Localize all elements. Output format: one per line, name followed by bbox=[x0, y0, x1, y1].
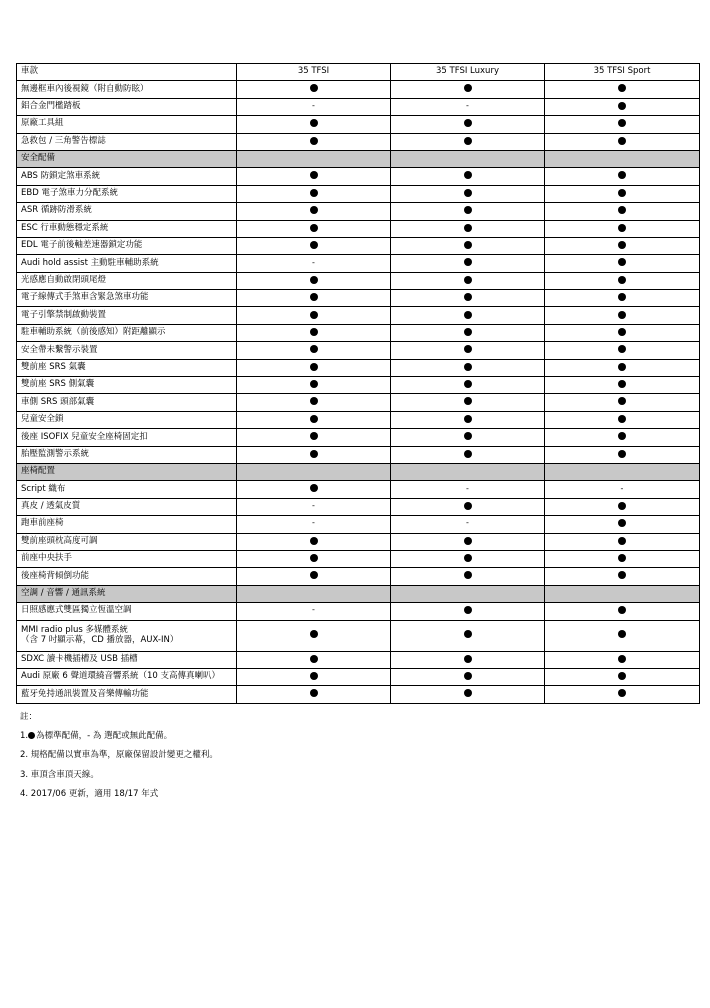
feature-label: 原廠工具組 bbox=[17, 116, 237, 133]
spec-row bbox=[17, 377, 700, 394]
availability-cell bbox=[391, 359, 545, 376]
availability-cell bbox=[545, 342, 700, 359]
feature-label: 後座 ISOFIX 兒童安全座椅固定扣 bbox=[17, 429, 237, 446]
availability-cell bbox=[237, 498, 391, 515]
availability-cell bbox=[391, 377, 545, 394]
header-model-35-tfsi-sport: 35 TFSI Sport bbox=[545, 64, 700, 81]
section-cell bbox=[237, 463, 391, 480]
feature-label bbox=[17, 620, 237, 651]
availability-cell bbox=[237, 133, 391, 150]
availability-cell bbox=[237, 620, 391, 651]
section-cell bbox=[391, 463, 545, 480]
standard-dot-icon bbox=[310, 137, 318, 145]
standard-dot-icon bbox=[618, 397, 626, 405]
availability-cell bbox=[545, 81, 700, 98]
section-row bbox=[17, 150, 700, 167]
standard-dot-icon bbox=[464, 84, 472, 92]
standard-dot-icon bbox=[618, 415, 626, 423]
section-label: 安全配備 bbox=[17, 150, 237, 167]
feature-label: 胎壓監測警示系統 bbox=[17, 446, 237, 463]
standard-dot-icon bbox=[618, 293, 626, 301]
availability-cell bbox=[545, 220, 700, 237]
section-cell bbox=[545, 585, 700, 602]
standard-dot-icon bbox=[464, 276, 472, 284]
notes-heading: 註： bbox=[20, 712, 38, 722]
standard-dot-icon bbox=[310, 689, 318, 697]
standard-dot-icon bbox=[464, 502, 472, 510]
standard-dot-icon bbox=[618, 311, 626, 319]
availability-cell bbox=[237, 446, 391, 463]
standard-dot-icon bbox=[464, 415, 472, 423]
section-cell bbox=[391, 150, 545, 167]
spec-row bbox=[17, 429, 700, 446]
standard-dot-icon bbox=[310, 380, 318, 388]
availability-cell bbox=[237, 255, 391, 272]
feature-label: 無邊框車內後視鏡（附自動防眩） bbox=[17, 81, 237, 98]
availability-cell bbox=[391, 98, 545, 115]
availability-cell bbox=[237, 168, 391, 185]
standard-dot-icon bbox=[618, 363, 626, 371]
feature-label: 電子引擎禁制啟動裝置 bbox=[17, 307, 237, 324]
availability-cell bbox=[545, 498, 700, 515]
note-1-prefix: 1. bbox=[20, 731, 29, 742]
feature-label: ESC 行車動態穩定系統 bbox=[17, 220, 237, 237]
standard-dot-icon bbox=[464, 380, 472, 388]
feature-label: EBD 電子煞車力分配系統 bbox=[17, 185, 237, 202]
spec-row bbox=[17, 568, 700, 585]
availability-cell bbox=[237, 324, 391, 341]
availability-cell bbox=[391, 429, 545, 446]
standard-dot-icon bbox=[618, 519, 626, 527]
header-row bbox=[17, 64, 700, 81]
availability-cell bbox=[545, 98, 700, 115]
standard-dot-icon bbox=[464, 689, 472, 697]
standard-dot-icon bbox=[464, 606, 472, 614]
feature-label-line-2: （含 7 吋顯示幕，CD 播放器，AUX-IN） bbox=[21, 634, 179, 645]
availability-cell bbox=[545, 411, 700, 428]
standard-dot-icon bbox=[310, 328, 318, 336]
availability-cell bbox=[391, 481, 545, 498]
availability-cell bbox=[545, 686, 700, 703]
availability-cell bbox=[545, 324, 700, 341]
availability-cell bbox=[391, 220, 545, 237]
availability-cell bbox=[237, 651, 391, 668]
standard-dot-icon bbox=[618, 655, 626, 663]
spec-row bbox=[17, 203, 700, 220]
section-cell bbox=[237, 585, 391, 602]
section-cell bbox=[391, 585, 545, 602]
standard-dot-icon bbox=[618, 328, 626, 336]
standard-dot-icon bbox=[310, 84, 318, 92]
spec-row bbox=[17, 603, 700, 620]
spec-row bbox=[17, 324, 700, 341]
availability-cell bbox=[391, 116, 545, 133]
unavailable-dash-icon: - bbox=[312, 501, 315, 511]
standard-dot-icon bbox=[310, 450, 318, 458]
availability-cell bbox=[391, 203, 545, 220]
availability-cell bbox=[545, 568, 700, 585]
standard-dot-icon bbox=[310, 241, 318, 249]
availability-cell bbox=[391, 411, 545, 428]
availability-cell bbox=[545, 429, 700, 446]
standard-dot-icon bbox=[618, 672, 626, 680]
spec-row bbox=[17, 342, 700, 359]
feature-label: 藍牙免持通訊裝置及音樂傳輸功能 bbox=[17, 686, 237, 703]
standard-dot-icon bbox=[618, 84, 626, 92]
standard-dot-icon bbox=[618, 571, 626, 579]
feature-label: SDXC 讀卡機插槽及 USB 插槽 bbox=[17, 651, 237, 668]
spec-row bbox=[17, 81, 700, 98]
spec-row bbox=[17, 668, 700, 685]
standard-dot-icon bbox=[464, 119, 472, 127]
standard-dot-icon bbox=[310, 224, 318, 232]
feature-label: 前座中央扶手 bbox=[17, 550, 237, 567]
availability-cell bbox=[391, 168, 545, 185]
availability-cell bbox=[237, 603, 391, 620]
standard-dot-icon bbox=[618, 606, 626, 614]
spec-row bbox=[17, 133, 700, 150]
standard-dot-icon bbox=[310, 537, 318, 545]
availability-cell bbox=[545, 290, 700, 307]
standard-dot-icon bbox=[464, 655, 472, 663]
spec-row bbox=[17, 533, 700, 550]
standard-dot-icon bbox=[310, 655, 318, 663]
standard-dot-icon bbox=[464, 224, 472, 232]
availability-cell bbox=[545, 237, 700, 254]
standard-dot-icon bbox=[464, 328, 472, 336]
standard-dot-icon bbox=[310, 119, 318, 127]
spec-row bbox=[17, 116, 700, 133]
spec-row bbox=[17, 446, 700, 463]
unavailable-dash-icon: - bbox=[312, 605, 315, 615]
standard-dot-icon bbox=[618, 630, 626, 638]
standard-dot-icon bbox=[618, 432, 626, 440]
standard-dot-icon bbox=[464, 345, 472, 353]
availability-cell bbox=[391, 133, 545, 150]
spec-row bbox=[17, 481, 700, 498]
availability-cell bbox=[545, 168, 700, 185]
section-label: 座椅配置 bbox=[17, 463, 237, 480]
feature-label: ABS 防鎖定煞車系統 bbox=[17, 168, 237, 185]
standard-dot-icon bbox=[310, 672, 318, 680]
availability-cell bbox=[391, 651, 545, 668]
availability-cell bbox=[545, 133, 700, 150]
header-label: 車款 bbox=[17, 64, 237, 81]
standard-dot-icon bbox=[464, 363, 472, 371]
feature-label: 兒童安全鎖 bbox=[17, 411, 237, 428]
spec-row bbox=[17, 620, 700, 651]
standard-dot-icon bbox=[310, 397, 318, 405]
standard-dot-icon bbox=[618, 502, 626, 510]
availability-cell bbox=[391, 446, 545, 463]
availability-cell bbox=[237, 429, 391, 446]
standard-dot-icon bbox=[464, 241, 472, 249]
availability-cell bbox=[545, 446, 700, 463]
standard-dot-icon bbox=[310, 432, 318, 440]
standard-dot-icon bbox=[464, 554, 472, 562]
section-cell bbox=[237, 150, 391, 167]
standard-dot-icon bbox=[618, 171, 626, 179]
spec-row bbox=[17, 255, 700, 272]
spec-row bbox=[17, 394, 700, 411]
availability-cell bbox=[237, 411, 391, 428]
note-3: 3. 車頂含車頂天線。 bbox=[20, 769, 99, 780]
feature-label: 急救包 / 三角警告標誌 bbox=[17, 133, 237, 150]
availability-cell bbox=[237, 220, 391, 237]
availability-cell bbox=[391, 290, 545, 307]
availability-cell bbox=[391, 272, 545, 289]
unavailable-dash-icon: - bbox=[312, 101, 315, 111]
feature-label: 日照感應式雙區獨立恆溫空調 bbox=[17, 603, 237, 620]
standard-dot-icon bbox=[618, 554, 626, 562]
standard-dot-icon bbox=[464, 571, 472, 579]
availability-cell bbox=[237, 237, 391, 254]
availability-cell bbox=[237, 116, 391, 133]
spec-row bbox=[17, 272, 700, 289]
standard-dot-icon bbox=[618, 189, 626, 197]
section-row bbox=[17, 463, 700, 480]
availability-cell bbox=[545, 481, 700, 498]
unavailable-dash-icon: - bbox=[466, 518, 469, 528]
availability-cell bbox=[391, 342, 545, 359]
availability-cell bbox=[391, 255, 545, 272]
standard-dot-icon bbox=[310, 554, 318, 562]
standard-dot-icon bbox=[618, 224, 626, 232]
standard-dot-icon bbox=[618, 380, 626, 388]
standard-dot-icon bbox=[618, 102, 626, 110]
feature-label: Audi hold assist 主動駐車輔助系統 bbox=[17, 255, 237, 272]
notes bbox=[20, 713, 218, 809]
spec-row bbox=[17, 307, 700, 324]
spec-row bbox=[17, 98, 700, 115]
spec-row bbox=[17, 290, 700, 307]
standard-dot-icon bbox=[464, 397, 472, 405]
availability-cell bbox=[391, 568, 545, 585]
standard-dot-icon bbox=[618, 206, 626, 214]
standard-dot-icon bbox=[464, 171, 472, 179]
availability-cell bbox=[391, 237, 545, 254]
spec-table-body bbox=[17, 64, 700, 704]
availability-cell bbox=[237, 359, 391, 376]
feature-label: 電子線傳式手煞車含緊急煞車功能 bbox=[17, 290, 237, 307]
standard-dot-icon bbox=[618, 537, 626, 545]
availability-cell bbox=[391, 394, 545, 411]
availability-cell bbox=[237, 307, 391, 324]
feature-label: 雙前座 SRS 氣囊 bbox=[17, 359, 237, 376]
feature-label: 真皮 / 透氣皮質 bbox=[17, 498, 237, 515]
standard-dot-icon bbox=[464, 537, 472, 545]
standard-dot-icon bbox=[310, 311, 318, 319]
standard-dot-icon bbox=[310, 189, 318, 197]
standard-dot-icon bbox=[310, 171, 318, 179]
unavailable-dash-icon: - bbox=[620, 483, 624, 493]
note-4: 4. 2017/06 更新，適用 18/17 年式 bbox=[20, 788, 159, 799]
availability-cell bbox=[545, 203, 700, 220]
availability-cell bbox=[391, 324, 545, 341]
availability-cell bbox=[545, 603, 700, 620]
standard-dot-icon bbox=[310, 630, 318, 638]
standard-dot-icon bbox=[310, 345, 318, 353]
standard-dot-icon bbox=[310, 571, 318, 579]
spec-row bbox=[17, 498, 700, 515]
spec-row bbox=[17, 220, 700, 237]
availability-cell bbox=[545, 255, 700, 272]
unavailable-dash-icon: - bbox=[312, 257, 315, 267]
availability-cell bbox=[391, 686, 545, 703]
unavailable-dash-icon: - bbox=[466, 101, 469, 111]
availability-cell bbox=[237, 568, 391, 585]
standard-dot-icon bbox=[310, 484, 318, 492]
standard-dot-icon bbox=[28, 732, 35, 739]
spec-row bbox=[17, 550, 700, 567]
availability-cell bbox=[237, 185, 391, 202]
standard-dot-icon bbox=[464, 672, 472, 680]
feature-label: EDL 電子前後軸差速器鎖定功能 bbox=[17, 237, 237, 254]
spec-row bbox=[17, 185, 700, 202]
standard-dot-icon bbox=[310, 276, 318, 284]
availability-cell bbox=[391, 668, 545, 685]
availability-cell bbox=[545, 116, 700, 133]
availability-cell bbox=[237, 98, 391, 115]
availability-cell bbox=[237, 203, 391, 220]
availability-cell bbox=[545, 307, 700, 324]
feature-label: 鋁合金門檻踏板 bbox=[17, 98, 237, 115]
feature-label: 雙前座頭枕高度可調 bbox=[17, 533, 237, 550]
note-1-text: 為標準配備，- 為 選配或無此配備。 bbox=[36, 731, 173, 742]
feature-label: 跑車前座椅 bbox=[17, 516, 237, 533]
availability-cell bbox=[237, 81, 391, 98]
standard-dot-icon bbox=[310, 363, 318, 371]
availability-cell bbox=[545, 394, 700, 411]
feature-label: 後座椅背傾倒功能 bbox=[17, 568, 237, 585]
section-cell bbox=[545, 463, 700, 480]
availability-cell bbox=[391, 498, 545, 515]
availability-cell bbox=[545, 359, 700, 376]
standard-dot-icon bbox=[618, 450, 626, 458]
spec-row bbox=[17, 237, 700, 254]
availability-cell bbox=[545, 668, 700, 685]
section-cell bbox=[545, 150, 700, 167]
availability-cell bbox=[391, 550, 545, 567]
availability-cell bbox=[237, 533, 391, 550]
feature-label-line-1: MMI radio plus 多媒體系統 bbox=[21, 624, 129, 635]
spec-table bbox=[16, 63, 700, 704]
unavailable-dash-icon: - bbox=[312, 518, 315, 528]
header-model-35-tfsi: 35 TFSI bbox=[237, 64, 391, 81]
standard-dot-icon bbox=[464, 137, 472, 145]
unavailable-dash-icon: - bbox=[466, 483, 469, 493]
availability-cell bbox=[545, 550, 700, 567]
section-row bbox=[17, 585, 700, 602]
availability-cell bbox=[391, 533, 545, 550]
availability-cell bbox=[391, 185, 545, 202]
availability-cell bbox=[545, 185, 700, 202]
availability-cell bbox=[545, 620, 700, 651]
standard-dot-icon bbox=[464, 432, 472, 440]
availability-cell bbox=[237, 377, 391, 394]
availability-cell bbox=[545, 651, 700, 668]
spec-row bbox=[17, 651, 700, 668]
spec-row bbox=[17, 359, 700, 376]
spec-row bbox=[17, 411, 700, 428]
feature-label: ASR 循跡防滑系統 bbox=[17, 203, 237, 220]
standard-dot-icon bbox=[618, 689, 626, 697]
feature-label: 光感應自動啟閉頭尾燈 bbox=[17, 272, 237, 289]
header-model-35-tfsi-luxury: 35 TFSI Luxury bbox=[391, 64, 545, 81]
standard-dot-icon bbox=[310, 415, 318, 423]
standard-dot-icon bbox=[618, 258, 626, 266]
standard-dot-icon bbox=[464, 206, 472, 214]
standard-dot-icon bbox=[310, 206, 318, 214]
feature-label: 車側 SRS 頭部氣囊 bbox=[17, 394, 237, 411]
availability-cell bbox=[237, 290, 391, 307]
availability-cell bbox=[545, 533, 700, 550]
feature-label: Audi 原廠 6 聲道環繞音響系統（10 支高傳真喇叭） bbox=[17, 668, 237, 685]
standard-dot-icon bbox=[464, 189, 472, 197]
standard-dot-icon bbox=[618, 119, 626, 127]
availability-cell bbox=[391, 81, 545, 98]
standard-dot-icon bbox=[464, 293, 472, 301]
standard-dot-icon bbox=[618, 241, 626, 249]
availability-cell bbox=[237, 342, 391, 359]
availability-cell bbox=[237, 394, 391, 411]
section-label: 空調 / 音響 / 通訊系統 bbox=[17, 585, 237, 602]
availability-cell bbox=[237, 481, 391, 498]
standard-dot-icon bbox=[464, 630, 472, 638]
availability-cell bbox=[237, 686, 391, 703]
availability-cell bbox=[391, 516, 545, 533]
feature-label: 雙前座 SRS 側氣囊 bbox=[17, 377, 237, 394]
availability-cell bbox=[545, 516, 700, 533]
note-1 bbox=[20, 732, 218, 751]
feature-label: 駐車輔助系統（前後感知）附距離顯示 bbox=[17, 324, 237, 341]
availability-cell bbox=[391, 620, 545, 651]
availability-cell bbox=[237, 516, 391, 533]
standard-dot-icon bbox=[464, 311, 472, 319]
spec-row bbox=[17, 686, 700, 703]
availability-cell bbox=[237, 668, 391, 685]
standard-dot-icon bbox=[618, 345, 626, 353]
availability-cell bbox=[237, 550, 391, 567]
availability-cell bbox=[237, 272, 391, 289]
spec-row bbox=[17, 516, 700, 533]
standard-dot-icon bbox=[618, 137, 626, 145]
availability-cell bbox=[545, 377, 700, 394]
availability-cell bbox=[391, 603, 545, 620]
standard-dot-icon bbox=[310, 293, 318, 301]
standard-dot-icon bbox=[464, 450, 472, 458]
standard-dot-icon bbox=[464, 258, 472, 266]
feature-label: 安全帶未繫警示裝置 bbox=[17, 342, 237, 359]
availability-cell bbox=[391, 307, 545, 324]
note-2: 2. 規格配備以實車為準，原廠保留設計變更之權利。 bbox=[20, 750, 218, 761]
feature-label: Script 織布 bbox=[17, 481, 237, 498]
standard-dot-icon bbox=[618, 276, 626, 284]
spec-row bbox=[17, 168, 700, 185]
availability-cell bbox=[545, 272, 700, 289]
